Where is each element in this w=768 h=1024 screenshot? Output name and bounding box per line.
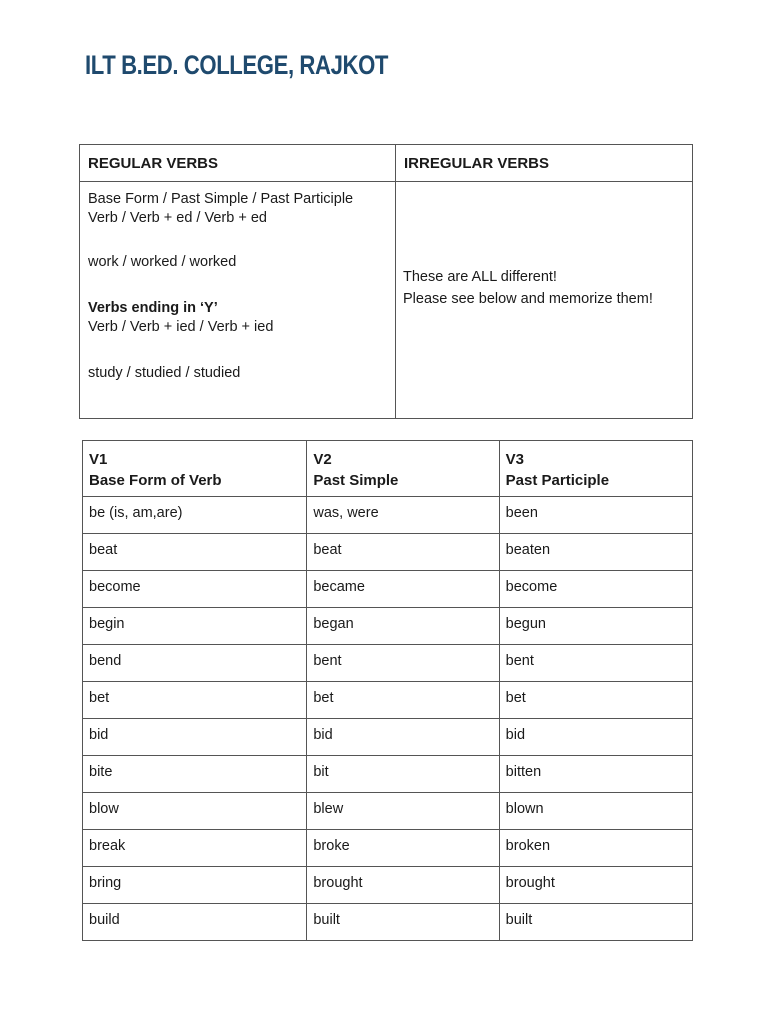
v1-cell: bite — [83, 756, 307, 793]
v3-cell: been — [499, 497, 692, 534]
v2-cell: was, were — [307, 497, 499, 534]
v1-cell: bet — [83, 682, 307, 719]
v2-cell: broke — [307, 830, 499, 867]
v2-cell: built — [307, 904, 499, 941]
v3-label: Past Participle — [505, 472, 610, 489]
irregular-verbs-cell — [396, 182, 693, 419]
v3-cell: blown — [499, 793, 692, 830]
v1-cell: bid — [83, 719, 307, 756]
v3-cell: brought — [499, 867, 692, 904]
v2-header — [307, 441, 499, 497]
v1-header — [83, 441, 307, 497]
table-row — [83, 608, 693, 645]
v2-cell: bet — [307, 682, 499, 719]
v3-cell: begun — [499, 608, 692, 645]
v2-cell: brought — [307, 867, 499, 904]
table-row — [83, 867, 693, 904]
table-row — [83, 571, 693, 608]
v3-cell: beaten — [499, 534, 692, 571]
v1-cell: break — [83, 830, 307, 867]
regular-example-study: study / studied / studied — [88, 365, 241, 381]
college-title: ILT B.ED. COLLEGE, RAJKOT — [85, 50, 389, 80]
verb-types-body-row — [80, 182, 693, 419]
y-verbs-heading: Verbs ending in ‘Y’ — [88, 300, 218, 316]
v3-cell: built — [499, 904, 692, 941]
irregular-note-line1: These are ALL different! — [403, 269, 557, 285]
v3-header — [499, 441, 692, 497]
v3-cell: bid — [499, 719, 692, 756]
irregular-verb-forms-table — [82, 440, 693, 941]
irregular-verbs-heading: IRREGULAR VERBS — [396, 145, 693, 182]
verb-types-header-row — [80, 145, 693, 182]
v1-cell: begin — [83, 608, 307, 645]
irregular-note-line2: Please see below and memorize them! — [403, 291, 653, 307]
table-row — [83, 793, 693, 830]
regular-verbs-cell — [80, 182, 396, 419]
table-row — [83, 830, 693, 867]
regular-example-work: work / worked / worked — [88, 254, 237, 270]
v3-cell: broken — [499, 830, 692, 867]
v2-cell: became — [307, 571, 499, 608]
v1-code: V1 — [89, 451, 108, 468]
y-verbs-pattern: Verb / Verb + ied / Verb + ied — [88, 319, 274, 335]
v2-cell: bid — [307, 719, 499, 756]
table-row — [83, 904, 693, 941]
v1-label: Base Form of Verb — [89, 472, 222, 489]
v2-cell: bit — [307, 756, 499, 793]
table-row — [83, 682, 693, 719]
v1-cell: be (is, am,are) — [83, 497, 307, 534]
v3-cell: bet — [499, 682, 692, 719]
table-row — [83, 756, 693, 793]
v1-cell: bend — [83, 645, 307, 682]
v2-cell: bent — [307, 645, 499, 682]
v2-code: V2 — [313, 451, 332, 468]
v1-cell: become — [83, 571, 307, 608]
verb-types-table — [79, 144, 693, 419]
forms-header-row — [83, 441, 693, 497]
v2-cell: blew — [307, 793, 499, 830]
table-row — [83, 719, 693, 756]
v2-cell: began — [307, 608, 499, 645]
regular-verbs-heading: REGULAR VERBS — [80, 145, 396, 182]
v3-cell: bitten — [499, 756, 692, 793]
v3-code: V3 — [505, 451, 525, 468]
v1-cell: blow — [83, 793, 307, 830]
v1-cell: beat — [83, 534, 307, 571]
regular-pattern-line2: Verb / Verb + ed / Verb + ed — [88, 210, 267, 226]
table-row — [83, 534, 693, 571]
v3-cell: become — [499, 571, 692, 608]
v2-label: Past Simple — [313, 472, 399, 489]
v1-cell: build — [83, 904, 307, 941]
regular-pattern-line1: Base Form / Past Simple / Past Participle — [88, 191, 354, 207]
v3-cell: bent — [499, 645, 692, 682]
table-row — [83, 645, 693, 682]
table-row — [83, 497, 693, 534]
v2-cell: beat — [307, 534, 499, 571]
v1-cell: bring — [83, 867, 307, 904]
